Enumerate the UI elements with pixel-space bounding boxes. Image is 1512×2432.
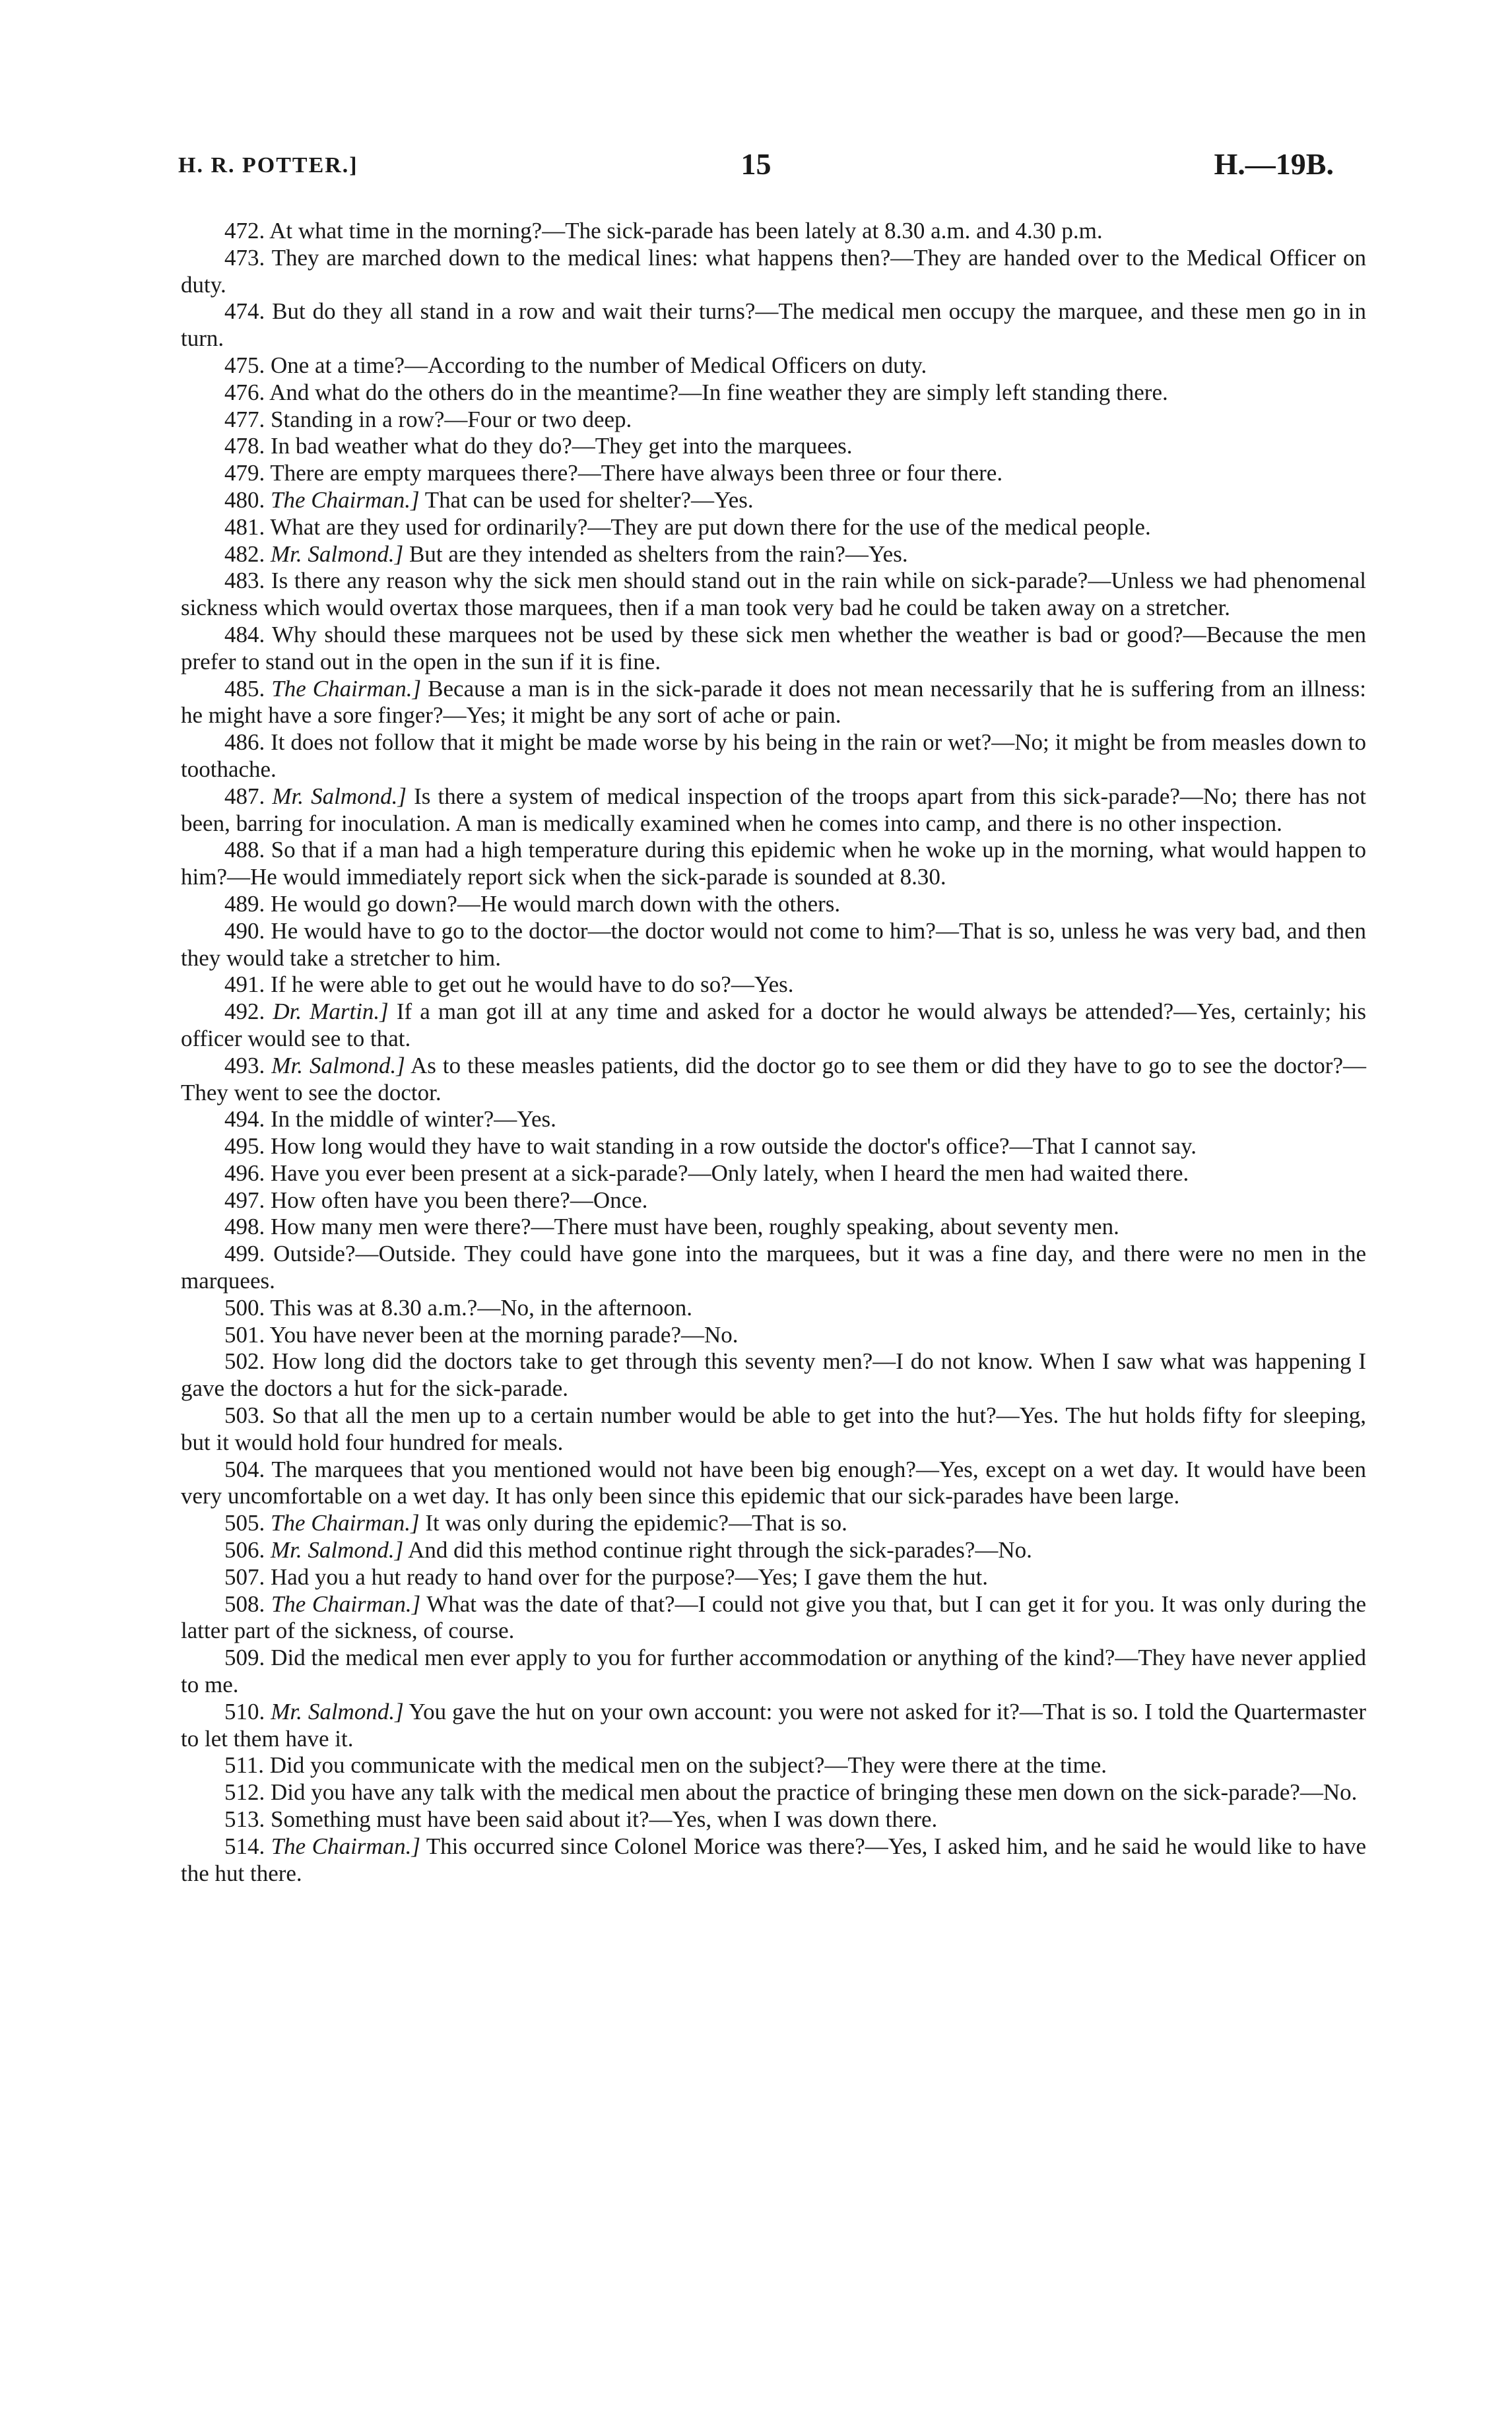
paragraph-text: It does not follow that it might be made worse by his being in the rain or wet?—No; it might be from measles down to toothache. bbox=[181, 729, 1367, 782]
paragraph-text: As to these measles patients, did the doctor go to see them or did they have to go to see the doctor?—They went to see the doctor. bbox=[181, 1052, 1366, 1105]
paragraph-text: Is there any reason why the sick men should stand out in the rain while on sick-parade?—Unless we had phenomenal sickness which would overtax those marquees, then if a man took very bad he could be taken away on a stretcher. bbox=[181, 568, 1366, 621]
speaker-label: Dr. Martin.] bbox=[273, 999, 389, 1025]
paragraph-text: How long would they have to wait standing in a row outside the doctor's office?—That I cannot say. bbox=[271, 1133, 1197, 1160]
question-answer-paragraph bbox=[181, 1833, 1366, 1888]
question-answer-paragraph bbox=[181, 1779, 1366, 1806]
paragraph-text: In the middle of winter?—Yes. bbox=[271, 1106, 556, 1133]
paragraph-text: You have never been at the morning parade?—No. bbox=[269, 1321, 739, 1348]
paragraph-text: Did the medical men ever apply to you for further accommodation or anything of the kind?—They have never applied to me. bbox=[181, 1645, 1367, 1698]
question-answer-paragraph bbox=[181, 1214, 1366, 1241]
question-number: 500. bbox=[224, 1294, 265, 1321]
question-number: 480. bbox=[224, 486, 265, 513]
question-answer-paragraph bbox=[181, 298, 1366, 352]
page-header bbox=[178, 147, 1334, 186]
question-answer-paragraph bbox=[181, 1752, 1366, 1779]
paragraph-text: In bad weather what do they do?—They get into the marquees. bbox=[271, 433, 853, 459]
question-answer-paragraph bbox=[181, 783, 1366, 838]
question-answer-paragraph bbox=[181, 622, 1366, 676]
question-answer-paragraph bbox=[181, 1510, 1366, 1537]
paragraph-text: This occurred since Colonel Morice was there?—Yes, I asked him, and he said he would like to have the hut there. bbox=[181, 1833, 1366, 1886]
speaker-label: The Chairman.] bbox=[271, 1510, 420, 1536]
question-answer-paragraph bbox=[181, 487, 1366, 514]
question-number: 493. bbox=[224, 1052, 265, 1078]
paragraph-text: There are empty marquees there?—There have always been three or four there. bbox=[270, 460, 1003, 486]
question-answer-paragraph bbox=[181, 1187, 1366, 1214]
question-answer-paragraph bbox=[181, 245, 1366, 299]
question-number: 506. bbox=[224, 1537, 265, 1563]
question-number: 491. bbox=[224, 971, 265, 998]
speaker-label: Mr. Salmond.] bbox=[271, 1698, 404, 1725]
paragraph-text: Had you a hut ready to hand over for the purpose?—Yes; I gave them the hut. bbox=[271, 1563, 988, 1590]
question-number: 499. bbox=[224, 1241, 265, 1267]
speaker-label: The Chairman.] bbox=[271, 1833, 420, 1859]
paragraph-text: If he were able to get out he would have to do so?—Yes. bbox=[271, 971, 794, 998]
paragraph-text: Is there a system of medical inspection of the troops apart from this sick-parade?—No; there has not been, barring for inoculation. A man is medically examined when he comes into camp, and there is no other inspection. bbox=[181, 783, 1367, 836]
paragraph-text: So that all the men up to a certain number would be able to get into the hut?—Yes. The hut holds fifty for sleeping, but it would hold four hundred for meals. bbox=[181, 1402, 1367, 1455]
paragraph-text: Did you have any talk with the medical men about the practice of bringing these men down on the sick-parade?—No. bbox=[271, 1779, 1358, 1806]
question-answer-paragraph bbox=[181, 352, 1366, 379]
paragraph-text: How many men were there?—There must have been, roughly speaking, about seventy men. bbox=[271, 1214, 1119, 1240]
speaker-label: Mr. Salmond.] bbox=[271, 1537, 404, 1563]
paragraph-text: He would have to go to the doctor—the doctor would not come to him?—That is so, unless he was very bad, and then they would take a stretcher to him. bbox=[181, 917, 1366, 971]
speaker-label: The Chairman.] bbox=[271, 486, 420, 513]
question-answer-paragraph bbox=[181, 218, 1366, 245]
question-number: 496. bbox=[224, 1160, 265, 1186]
question-number: 486. bbox=[224, 729, 265, 756]
paragraph-text: Because a man is in the sick-parade it does not mean necessarily that he is suffering from an illness: he might have a sore finger?—Yes; it might be any sort of ache or pain. bbox=[181, 675, 1367, 729]
question-number: 478. bbox=[224, 433, 265, 459]
paragraph-text: Standing in a row?—Four or two deep. bbox=[271, 406, 632, 432]
paragraph-text: At what time in the morning?—The sick-parade has been lately at 8.30 a.m. and 4.30 p.m. bbox=[269, 218, 1103, 244]
question-answer-paragraph bbox=[181, 999, 1366, 1053]
paragraph-text: The marquees that you mentioned would not have been big enough?—Yes, except on a wet day. It would have been very uncomfortable on a wet day. It has only been since this epidemic that our sick-parades have been large. bbox=[181, 1456, 1366, 1509]
question-number: 479. bbox=[224, 460, 265, 486]
question-answer-paragraph bbox=[181, 541, 1366, 568]
question-number: 484. bbox=[224, 621, 265, 647]
paragraph-text: So that if a man had a high temperature during this epidemic when he woke up in the morning, what would happen to him?—He would immediately report sick when the sick-parade is sounded at 8.30. bbox=[181, 837, 1367, 890]
question-number: 483. bbox=[224, 568, 265, 594]
question-answer-paragraph bbox=[181, 1645, 1366, 1699]
question-number: 477. bbox=[224, 406, 265, 432]
question-answer-paragraph bbox=[181, 676, 1366, 730]
question-answer-paragraph bbox=[181, 1295, 1366, 1322]
question-answer-paragraph bbox=[181, 837, 1366, 891]
question-number: 482. bbox=[224, 541, 265, 567]
question-number: 508. bbox=[224, 1591, 265, 1617]
question-answer-paragraph bbox=[181, 1537, 1366, 1564]
paragraph-text: Have you ever been present at a sick-parade?—Only lately, when I heard the men had waited there. bbox=[271, 1160, 1189, 1186]
question-answer-paragraph bbox=[181, 971, 1366, 999]
question-number: 507. bbox=[224, 1563, 265, 1590]
evidence-text bbox=[181, 218, 1366, 1887]
question-answer-paragraph bbox=[181, 1564, 1366, 1591]
paragraph-text: You gave the hut on your own account: you were not asked for it?—That is so. I told the Quartermaster to let them have it. bbox=[181, 1698, 1367, 1752]
paragraph-text: It was only during the epidemic?—That is so. bbox=[425, 1510, 847, 1536]
paragraph-text: How long did the doctors take to get through this seventy men?—I do not know. When I saw what was happening I gave the doctors a hut for the sick-parade. bbox=[181, 1348, 1367, 1402]
paragraph-text: That can be used for shelter?—Yes. bbox=[424, 486, 754, 513]
question-answer-paragraph bbox=[181, 568, 1366, 622]
question-answer-paragraph bbox=[181, 1348, 1366, 1402]
question-number: 514. bbox=[224, 1833, 265, 1859]
speaker-label: Mr. Salmond.] bbox=[271, 541, 404, 567]
paragraph-text: This was at 8.30 a.m.?—No, in the afternoon. bbox=[270, 1294, 692, 1321]
question-number: 511. bbox=[224, 1752, 264, 1779]
question-number: 512. bbox=[224, 1779, 265, 1806]
paragraph-text: He would go down?—He would march down with the others. bbox=[271, 890, 841, 917]
question-answer-paragraph bbox=[181, 433, 1366, 460]
question-number: 501. bbox=[224, 1321, 265, 1348]
question-number: 488. bbox=[224, 837, 265, 863]
question-answer-paragraph bbox=[181, 460, 1366, 487]
question-number: 473. bbox=[224, 244, 265, 271]
paragraph-text: Outside?—Outside. They could have gone into the marquees, but it was a fine day, and there were no men in the marquees. bbox=[181, 1241, 1367, 1294]
question-answer-paragraph bbox=[181, 1457, 1366, 1511]
question-answer-paragraph bbox=[181, 1591, 1366, 1645]
question-answer-paragraph bbox=[181, 1053, 1366, 1107]
question-number: 510. bbox=[224, 1698, 265, 1725]
question-answer-paragraph bbox=[181, 1699, 1366, 1753]
paragraph-text: How often have you been there?—Once. bbox=[271, 1187, 648, 1213]
speaker-label: The Chairman.] bbox=[271, 1591, 421, 1617]
paragraph-text: But do they all stand in a row and wait their turns?—The medical men occupy the marquee, and these men go in in turn. bbox=[181, 298, 1367, 352]
question-number: 494. bbox=[224, 1106, 265, 1133]
question-answer-paragraph bbox=[181, 729, 1366, 783]
question-number: 487. bbox=[224, 783, 265, 809]
question-number: 474. bbox=[224, 298, 265, 325]
question-answer-paragraph bbox=[181, 918, 1366, 972]
question-number: 489. bbox=[224, 890, 265, 917]
question-answer-paragraph bbox=[181, 1160, 1366, 1187]
question-answer-paragraph bbox=[181, 1106, 1366, 1133]
paragraph-text: If a man got ill at any time and asked for a doctor he would always be attended?—Yes, certainly; his officer would see to that. bbox=[181, 999, 1367, 1051]
paragraph-text: Why should these marquees not be used by these sick men whether the weather is bad or good?—Because the men prefer to stand out in the open in the sun if it is fine. bbox=[181, 621, 1366, 674]
question-answer-paragraph bbox=[181, 514, 1366, 541]
question-number: 513. bbox=[224, 1806, 265, 1833]
question-number: 472. bbox=[224, 218, 265, 244]
question-number: 502. bbox=[224, 1348, 265, 1375]
question-answer-paragraph bbox=[181, 891, 1366, 918]
question-number: 504. bbox=[224, 1456, 265, 1482]
paragraph-text: And what do the others do in the meantime?—In fine weather they are simply left standing there. bbox=[269, 379, 1168, 405]
speaker-label: Mr. Salmond.] bbox=[271, 1052, 405, 1078]
question-number: 475. bbox=[224, 352, 265, 378]
question-answer-paragraph bbox=[181, 1402, 1366, 1457]
question-answer-paragraph bbox=[181, 379, 1366, 407]
question-answer-paragraph bbox=[181, 1322, 1366, 1349]
speaker-label: Mr. Salmond.] bbox=[272, 783, 407, 809]
question-number: 498. bbox=[224, 1214, 265, 1240]
question-number: 503. bbox=[224, 1402, 265, 1429]
paper-reference: H.—19B. bbox=[1214, 147, 1334, 181]
question-number: 492. bbox=[224, 999, 265, 1025]
paragraph-text: Something must have been said about it?—Yes, when I was down there. bbox=[271, 1806, 938, 1833]
paragraph-text: What are they used for ordinarily?—They are put down there for the use of the medical people. bbox=[270, 513, 1151, 540]
question-number: 509. bbox=[224, 1645, 265, 1671]
page-number: 15 bbox=[740, 147, 772, 181]
paragraph-text: Did you communicate with the medical men on the subject?—They were there at the time. bbox=[269, 1752, 1107, 1779]
question-answer-paragraph bbox=[181, 407, 1366, 434]
question-answer-paragraph bbox=[181, 1133, 1366, 1160]
speaker-label: The Chairman.] bbox=[271, 675, 422, 702]
question-number: 495. bbox=[224, 1133, 265, 1160]
question-number: 505. bbox=[224, 1510, 265, 1536]
question-answer-paragraph bbox=[181, 1806, 1366, 1833]
witness-name: H. R. POTTER.] bbox=[178, 153, 358, 178]
question-number: 490. bbox=[224, 917, 265, 944]
question-answer-paragraph bbox=[181, 1241, 1366, 1295]
question-number: 497. bbox=[224, 1187, 265, 1213]
question-number: 476. bbox=[224, 379, 265, 405]
paragraph-text: What was the date of that?—I could not give you that, but I can get it for you. It was only during the latter part of the sickness, of course. bbox=[181, 1591, 1367, 1644]
question-number: 485. bbox=[224, 675, 265, 702]
paragraph-text: And did this method continue right through the sick-parades?—No. bbox=[408, 1537, 1032, 1563]
question-number: 481. bbox=[224, 513, 265, 540]
paragraph-text: But are they intended as shelters from the rain?—Yes. bbox=[409, 541, 908, 567]
paragraph-text: They are marched down to the medical lines: what happens then?—They are handed over to the Medical Officer on duty. bbox=[181, 244, 1366, 298]
paragraph-text: One at a time?—According to the number of Medical Officers on duty. bbox=[271, 352, 927, 378]
